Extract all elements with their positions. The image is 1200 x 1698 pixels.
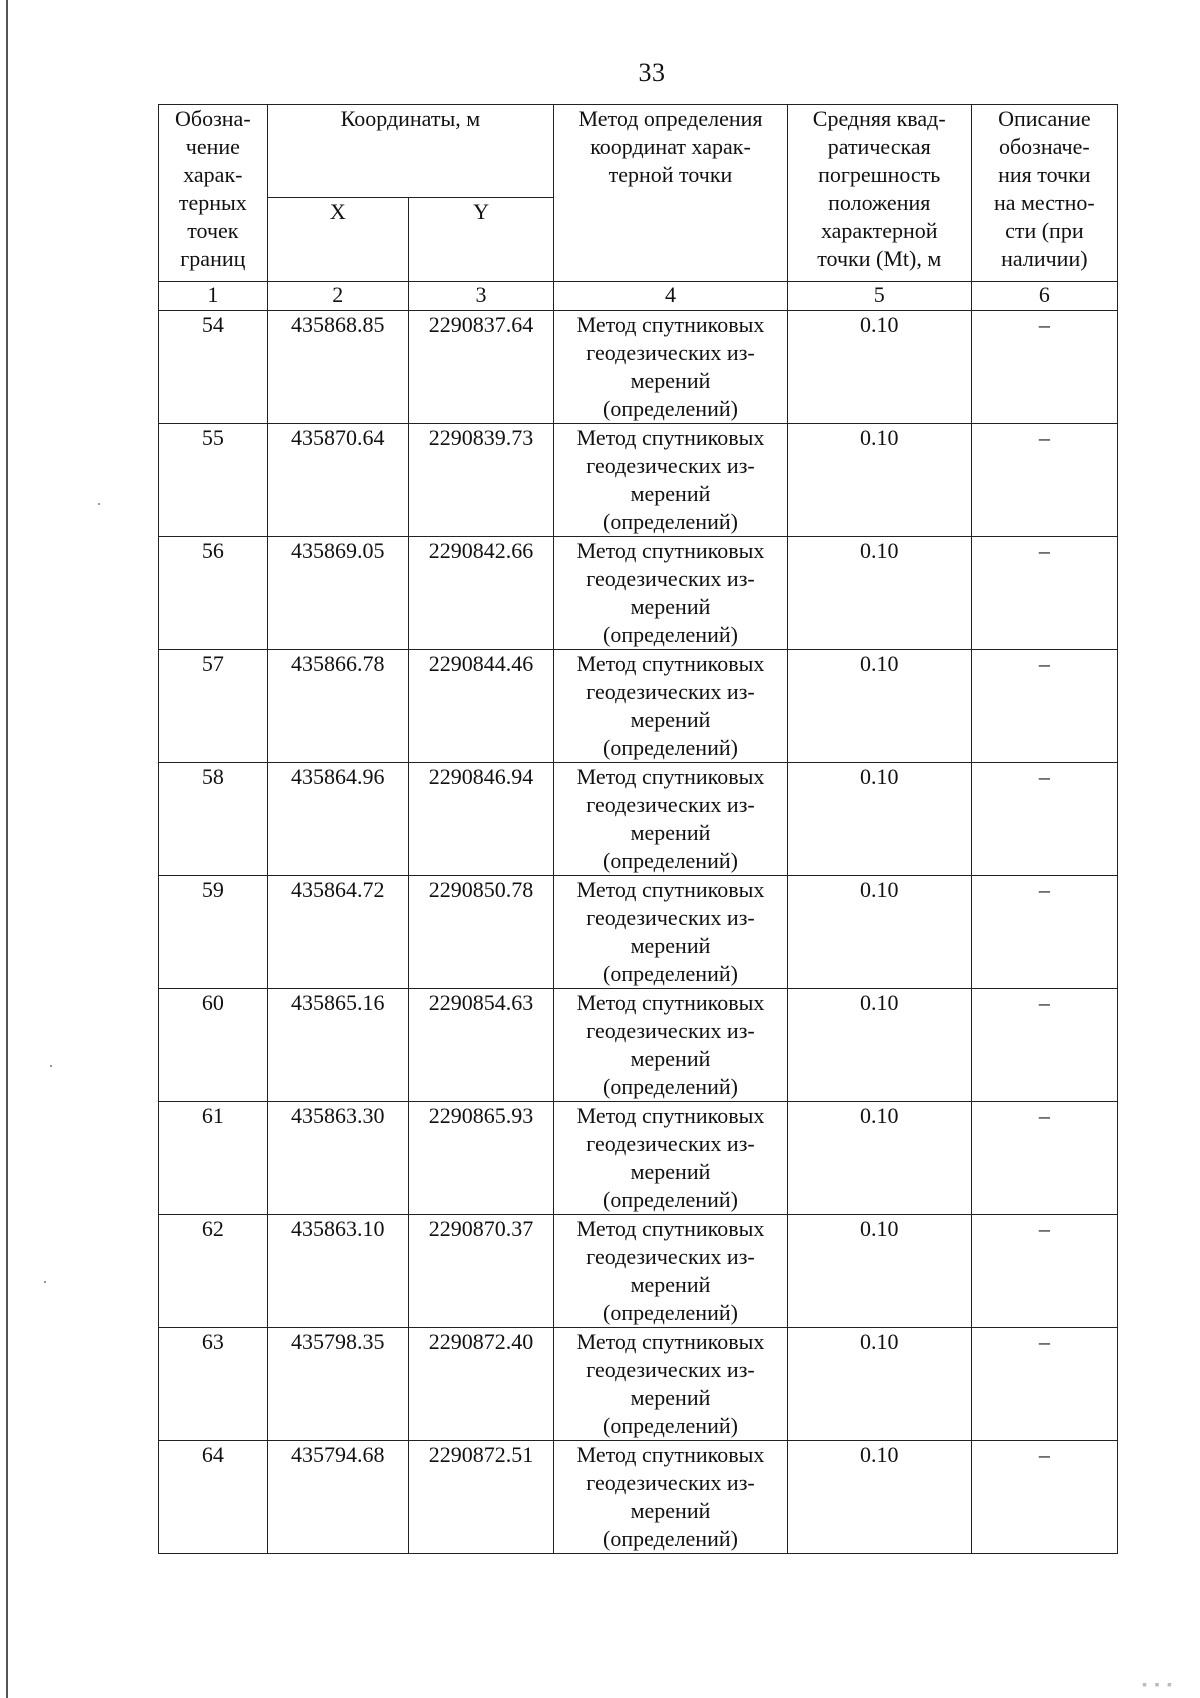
column-number: 2 — [267, 282, 408, 311]
error-cell: 0.10 — [787, 876, 971, 989]
description-cell: – — [971, 1328, 1117, 1441]
point-number-cell: 62 — [159, 1215, 268, 1328]
description-cell: – — [971, 1215, 1117, 1328]
table-row — [159, 1441, 1118, 1554]
scan-speck — [50, 1065, 52, 1067]
point-number-cell: 61 — [159, 1102, 268, 1215]
y-coordinate-cell: 2290850.78 — [408, 876, 553, 989]
point-number-cell: 56 — [159, 537, 268, 650]
header-point-designation: Обозна- чение харак- терных точек границ — [159, 105, 268, 282]
error-cell: 0.10 — [787, 424, 971, 537]
y-coordinate-cell: 2290872.51 — [408, 1441, 553, 1554]
description-cell: – — [971, 311, 1117, 424]
method-cell: Метод спутниковых геодезических из- мерений (определений) — [554, 1441, 788, 1554]
point-number-cell: 58 — [159, 763, 268, 876]
error-cell: 0.10 — [787, 1215, 971, 1328]
y-coordinate-cell: 2290865.93 — [408, 1102, 553, 1215]
point-number-cell: 63 — [159, 1328, 268, 1441]
x-coordinate-cell: 435864.72 — [267, 876, 408, 989]
description-cell: – — [971, 424, 1117, 537]
table-row — [159, 537, 1118, 650]
header-point-description: Описание обозначе- ния точки на местно- сти (при наличии) — [971, 105, 1117, 282]
table-row — [159, 989, 1118, 1102]
column-number: 4 — [554, 282, 788, 311]
method-cell: Метод спутниковых геодезических из- мерений (определений) — [554, 1215, 788, 1328]
y-coordinate-cell: 2290842.66 — [408, 537, 553, 650]
error-cell: 0.10 — [787, 1441, 971, 1554]
table-row — [159, 763, 1118, 876]
method-cell: Метод спутниковых геодезических из- мерений (определений) — [554, 763, 788, 876]
scan-edge-line — [6, 0, 8, 1698]
error-cell: 0.10 — [787, 1102, 971, 1215]
error-cell: 0.10 — [787, 311, 971, 424]
header-y: Y — [408, 198, 553, 282]
header-x: X — [267, 198, 408, 282]
x-coordinate-cell: 435869.05 — [267, 537, 408, 650]
description-cell: – — [971, 763, 1117, 876]
y-coordinate-cell: 2290846.94 — [408, 763, 553, 876]
x-coordinate-cell: 435870.64 — [267, 424, 408, 537]
error-cell: 0.10 — [787, 537, 971, 650]
method-cell: Метод спутниковых геодезических из- мерений (определений) — [554, 424, 788, 537]
description-cell: – — [971, 876, 1117, 989]
column-number: 1 — [159, 282, 268, 311]
x-coordinate-cell: 435865.16 — [267, 989, 408, 1102]
description-cell: – — [971, 650, 1117, 763]
header-method: Метод определения координат харак- терной точки — [554, 105, 788, 282]
method-cell: Метод спутниковых геодезических из- мерений (определений) — [554, 876, 788, 989]
point-number-cell: 54 — [159, 311, 268, 424]
table-row — [159, 650, 1118, 763]
coordinates-table — [158, 104, 1118, 1554]
scan-speck — [44, 1281, 46, 1283]
method-cell: Метод спутниковых геодезических из- мерений (определений) — [554, 650, 788, 763]
scan-speck — [98, 503, 100, 505]
y-coordinate-cell: 2290872.40 — [408, 1328, 553, 1441]
table-header-row — [159, 105, 1118, 198]
x-coordinate-cell: 435863.10 — [267, 1215, 408, 1328]
error-cell: 0.10 — [787, 763, 971, 876]
table-body — [159, 311, 1118, 1554]
point-number-cell: 59 — [159, 876, 268, 989]
header-coordinates: Координаты, м — [267, 105, 553, 198]
column-number-row — [159, 282, 1118, 311]
table-row — [159, 876, 1118, 989]
y-coordinate-cell: 2290839.73 — [408, 424, 553, 537]
column-number: 6 — [971, 282, 1117, 311]
method-cell: Метод спутниковых геодезических из- мерений (определений) — [554, 537, 788, 650]
description-cell: – — [971, 1102, 1117, 1215]
x-coordinate-cell: 435864.96 — [267, 763, 408, 876]
method-cell: Метод спутниковых геодезических из- мерений (определений) — [554, 1328, 788, 1441]
point-number-cell: 57 — [159, 650, 268, 763]
table-row — [159, 1328, 1118, 1441]
point-number-cell: 60 — [159, 989, 268, 1102]
x-coordinate-cell: 435868.85 — [267, 311, 408, 424]
x-coordinate-cell: 435798.35 — [267, 1328, 408, 1441]
description-cell: – — [971, 989, 1117, 1102]
scan-footer-mark: ▪ ▪ ▪ — [1142, 1678, 1174, 1693]
method-cell: Метод спутниковых геодезических из- мерений (определений) — [554, 1102, 788, 1215]
table-row — [159, 1215, 1118, 1328]
y-coordinate-cell: 2290870.37 — [408, 1215, 553, 1328]
x-coordinate-cell: 435794.68 — [267, 1441, 408, 1554]
description-cell: – — [971, 537, 1117, 650]
point-number-cell: 64 — [159, 1441, 268, 1554]
page-number: 33 — [638, 58, 666, 87]
column-number: 5 — [787, 282, 971, 311]
table-row — [159, 424, 1118, 537]
error-cell: 0.10 — [787, 1328, 971, 1441]
x-coordinate-cell: 435866.78 — [267, 650, 408, 763]
table-row — [159, 1102, 1118, 1215]
description-cell: – — [971, 1441, 1117, 1554]
error-cell: 0.10 — [787, 989, 971, 1102]
y-coordinate-cell: 2290837.64 — [408, 311, 553, 424]
method-cell: Метод спутниковых геодезических из- мерений (определений) — [554, 989, 788, 1102]
table-row — [159, 311, 1118, 424]
y-coordinate-cell: 2290854.63 — [408, 989, 553, 1102]
y-coordinate-cell: 2290844.46 — [408, 650, 553, 763]
method-cell: Метод спутниковых геодезических из- мерений (определений) — [554, 311, 788, 424]
header-mean-square-error: Средняя квад- ратическая погрешность положения характерной точки (Mt), м — [787, 105, 971, 282]
error-cell: 0.10 — [787, 650, 971, 763]
column-number: 3 — [408, 282, 553, 311]
point-number-cell: 55 — [159, 424, 268, 537]
x-coordinate-cell: 435863.30 — [267, 1102, 408, 1215]
